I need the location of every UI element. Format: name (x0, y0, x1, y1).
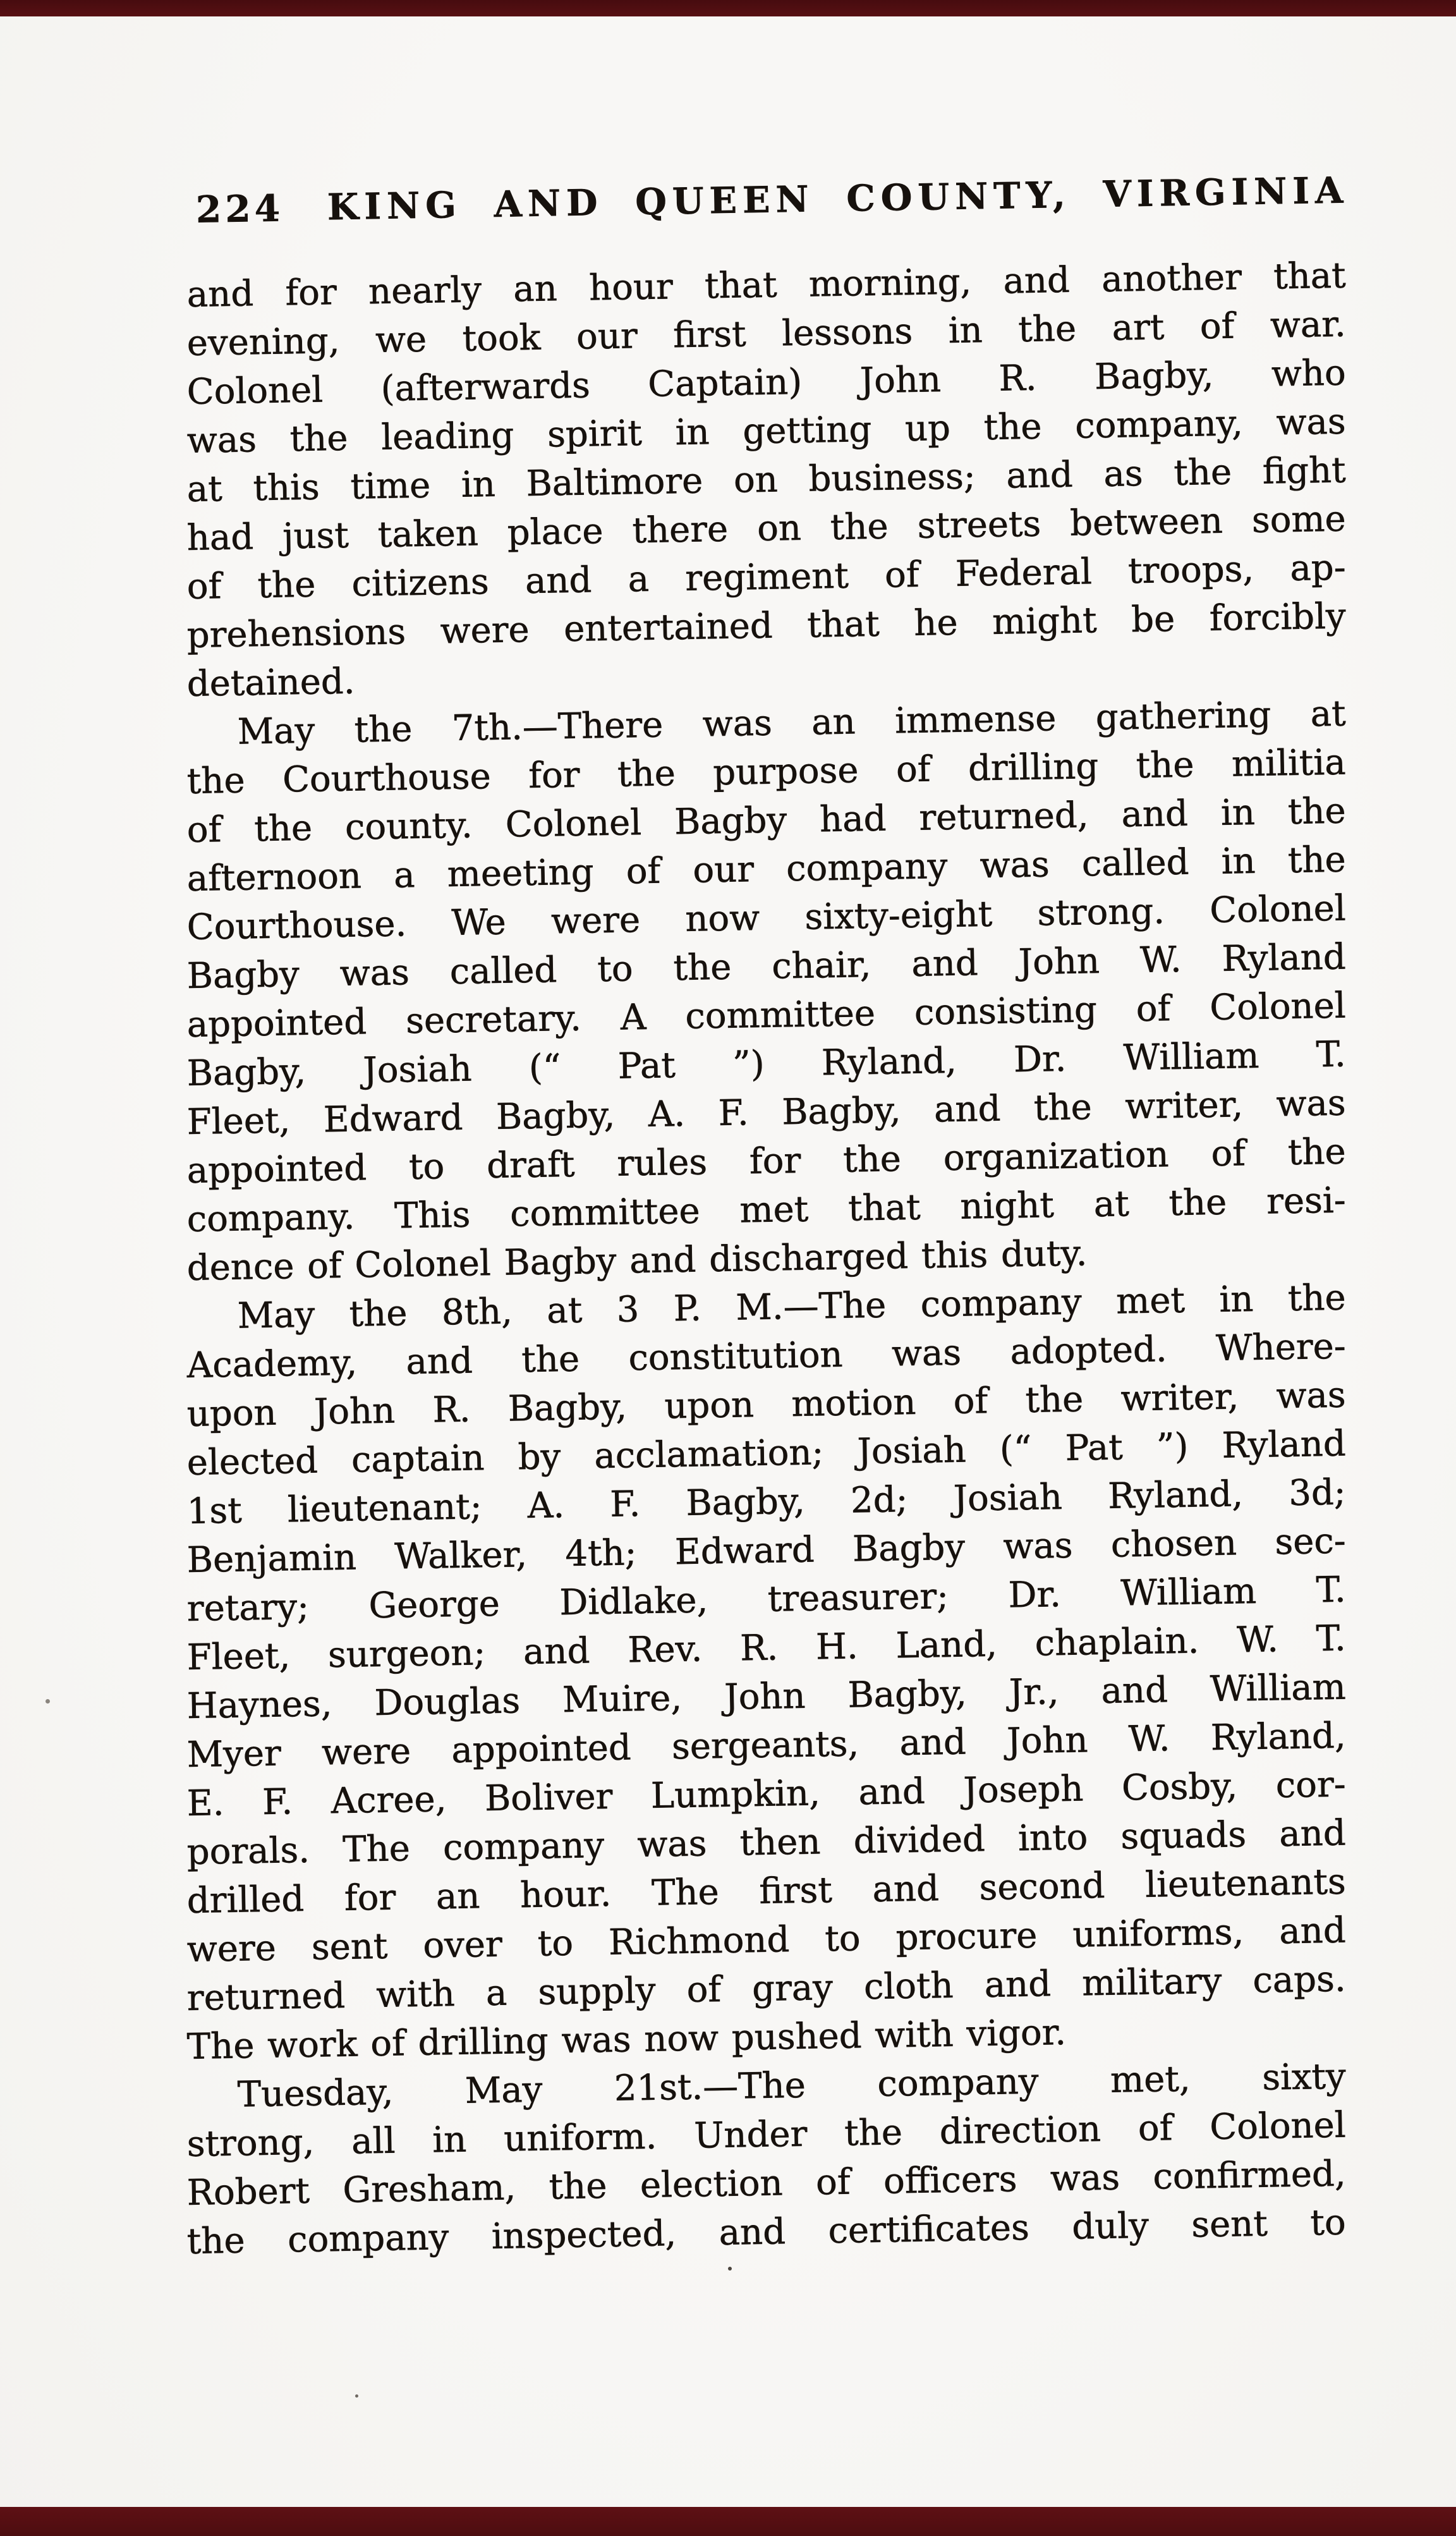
running-title: KING AND QUEEN COUNTY, VIRGINIA (327, 169, 1349, 229)
text-line: E. F. Acree, Boliver Lumpkin, and Joseph Cosby, cor- (186, 1764, 1347, 1824)
page-number: 224 (195, 186, 284, 231)
text-line: returned with a supply of gray cloth and military caps. (186, 1958, 1347, 2019)
text-line: May the 8th, at 3 P. M.—The company met in the (237, 1277, 1347, 1337)
paragraph (186, 2056, 1347, 2266)
text-line: appointed to draft rules for the organization of the (186, 1131, 1347, 1192)
paragraph (186, 255, 1347, 709)
text-line: strong, all in uniform. Under the direction of Colonel (186, 2104, 1347, 2165)
text-line: Bagby was called to the chair, and John W. Ryland (186, 936, 1347, 997)
text-line: Benjamin Walker, 4th; Edward Bagby was chosen sec- (186, 1520, 1347, 1581)
text-line: company. This committee met that night at the resi- (186, 1180, 1347, 1240)
text-line: of the citizens and a regiment of Federal troops, ap- (186, 547, 1347, 607)
text-line: Robert Gresham, the election of officers was confirmed, (186, 2153, 1347, 2214)
text-line: Fleet, Edward Bagby, A. F. Bagby, and the writer, was (186, 1082, 1347, 1143)
text-line: afternoon a meeting of our company was called in the (186, 839, 1347, 899)
text-line: drilled for an hour. The first and second lieutenants (186, 1861, 1347, 1922)
text-line: of the county. Colonel Bagby had returned, and in the (186, 790, 1347, 851)
text-line: was the leading spirit in getting up the company, was (186, 401, 1347, 461)
scan-speck (46, 1699, 50, 1704)
text-line: May the 7th.—There was an immense gathering at (237, 693, 1347, 753)
text-line: Academy, and the constitution was adopted. Where- (186, 1326, 1347, 1386)
text-line: appointed secretary. A committee consisting of Colonel (186, 985, 1347, 1045)
scan-speck (355, 2394, 358, 2398)
text-line: Fleet, surgeon; and Rev. R. H. Land, chaplain. W. T. (186, 1618, 1347, 1678)
text-line: the company inspected, and certificates duly sent to (186, 2202, 1347, 2262)
text-line: Haynes, Douglas Muire, John Bagby, Jr., and William (186, 1666, 1347, 1727)
text-line: and for nearly an hour that morning, and another that (186, 255, 1347, 315)
text-line: detained. (186, 661, 356, 705)
text-line: Myer were appointed sergeants, and John W. Ryland, (186, 1715, 1347, 1776)
text-line: The work of drilling was now pushed with vigor. (186, 2011, 1067, 2068)
text-line: upon John R. Bagby, upon motion of the writer, was (186, 1374, 1347, 1435)
paragraph (186, 693, 1347, 1293)
text-line: porals. The company was then divided into squads and (186, 1812, 1347, 1873)
text-line: Courthouse. We were now sixty-eight strong. Colonel (186, 887, 1347, 948)
text-line: dence of Colonel Bagby and discharged this duty. (186, 1233, 1088, 1289)
text-line: elected captain by acclamation; Josiah (“ Pat ”) Ryland (186, 1423, 1347, 1484)
page-content (186, 169, 1349, 2266)
scan-edge-top-bar (0, 0, 1456, 16)
text-line: the Courthouse for the purpose of drilling the militia (186, 741, 1347, 802)
text-line: Colonel (afterwards Captain) John R. Bagby, who (186, 352, 1347, 413)
text-line: prehensions were entertained that he might be forcibly (186, 595, 1347, 656)
text-line: Bagby, Josiah (“ Pat ”) Ryland, Dr. William T. (186, 1033, 1347, 1094)
text-line: evening, we took our first lessons in the art of war. (186, 303, 1347, 364)
text-line: retary; George Didlake, treasurer; Dr. William T. (186, 1569, 1347, 1630)
text-line: 1st lieutenant; A. F. Bagby, 2d; Josiah Ryland, 3d; (186, 1472, 1347, 1532)
scan-edge-bottom-bar (0, 2507, 1456, 2536)
scan-speck (728, 2267, 732, 2271)
text-line: at this time in Baltimore on business; and as the fight (186, 449, 1347, 510)
text-line: Tuesday, May 21st.—The company met, sixty (237, 2056, 1347, 2116)
page-header (186, 168, 1349, 233)
text-line: were sent over to Richmond to procure uniforms, and (186, 1910, 1347, 1970)
paragraph (186, 1277, 1347, 2071)
body-text (186, 255, 1347, 2266)
text-line: had just taken place there on the streets between some (186, 498, 1347, 559)
